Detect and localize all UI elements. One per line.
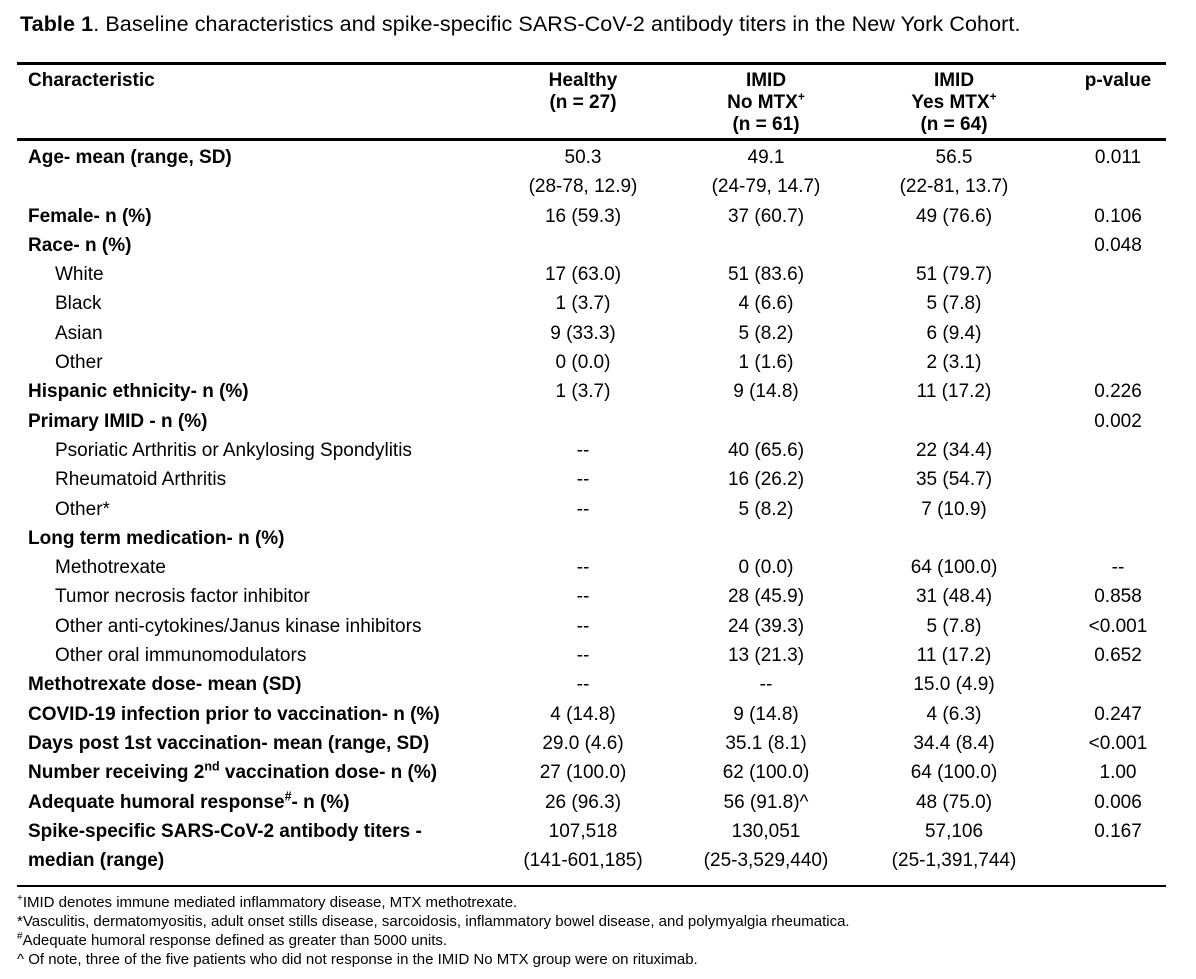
cell-healthy: 1 (3.7) xyxy=(555,381,611,403)
cell-imid-no-mtx: 13 (21.3) xyxy=(727,645,805,667)
cell-p-value: 0.011 xyxy=(1094,147,1142,168)
table-row xyxy=(17,377,1166,406)
cell-imid-yes-mtx: (22-81, 13.7) xyxy=(899,176,1009,198)
cell-imid-yes-mtx: 4 (6.3) xyxy=(926,703,982,725)
table-row xyxy=(17,465,1166,494)
hash-superscript: # xyxy=(17,931,23,942)
table-row xyxy=(17,319,1166,348)
row-label: Rheumatoid Arthritis xyxy=(55,469,227,491)
cell-healthy: 0 (0.0) xyxy=(555,352,611,374)
cell-imid-no-mtx: 49.1 xyxy=(747,147,785,168)
cell-imid-no-mtx: -- xyxy=(759,674,773,696)
cell-imid-no-mtx: 16 (26.2) xyxy=(727,469,805,491)
cell-imid-no-mtx: 5 (8.2) xyxy=(738,322,794,344)
cell-imid-yes-mtx: 5 (7.8) xyxy=(926,615,982,637)
cell-imid-no-mtx xyxy=(694,407,838,436)
cell-imid-yes-mtx: 5 (7.8) xyxy=(926,293,982,315)
row-label: Age- mean (range, SD) xyxy=(28,147,232,168)
row-label: median (range) xyxy=(28,850,165,872)
cell-healthy: 26 (96.3) xyxy=(544,791,622,813)
cell-healthy: 1 (3.7) xyxy=(555,293,611,315)
cell-healthy: -- xyxy=(576,439,590,461)
hash-superscript: # xyxy=(284,789,292,804)
table-row xyxy=(17,348,1166,377)
row-label: Other* xyxy=(55,498,110,520)
cell-healthy: (141-601,185) xyxy=(523,850,643,872)
table-row xyxy=(17,612,1166,641)
cell-imid-yes-mtx: 49 (76.6) xyxy=(915,205,993,227)
table-row xyxy=(17,553,1166,582)
cell-healthy xyxy=(472,407,694,436)
table-title xyxy=(20,12,1021,37)
cell-imid-no-mtx: 5 (8.2) xyxy=(738,498,794,520)
row-label: Methotrexate xyxy=(55,557,166,579)
table-row xyxy=(17,582,1166,611)
cell-p-value: 0.006 xyxy=(1094,791,1142,813)
row-label: Adequate humoral response#- n (%) xyxy=(28,789,350,813)
cell-imid-yes-mtx: 11 (17.2) xyxy=(916,381,992,403)
cell-imid-yes-mtx: 2 (3.1) xyxy=(926,352,982,374)
table-body xyxy=(17,141,1166,875)
table-row xyxy=(17,700,1166,729)
cell-healthy: 4 (14.8) xyxy=(550,703,616,725)
cell-healthy: -- xyxy=(576,586,590,608)
cell-imid-yes-mtx xyxy=(838,231,1070,260)
cell-p-value: 0.247 xyxy=(1094,703,1142,725)
footnote-rituximab: ^ Of note, three of the five patients who did not response in the IMID No MTX group were on rituximab. xyxy=(17,951,698,968)
cell-healthy: 27 (100.0) xyxy=(539,762,627,784)
cell-imid-no-mtx: 9 (14.8) xyxy=(733,703,799,725)
row-label: Methotrexate dose- mean (SD) xyxy=(28,674,302,696)
row-label: Other anti-cytokines/Janus kinase inhibitors xyxy=(55,615,422,637)
cell-imid-yes-mtx: 64 (100.0) xyxy=(910,557,998,579)
row-label: Other oral immunomodulators xyxy=(55,645,307,667)
cell-p-value: 1.00 xyxy=(1099,762,1137,784)
cell-p-value xyxy=(1070,289,1166,318)
footnote-imid-mtx: +IMID denotes immune mediated inflammatory disease, MTX methotrexate. xyxy=(17,893,518,911)
cell-healthy: -- xyxy=(576,557,590,579)
cell-imid-yes-mtx: 64 (100.0) xyxy=(910,762,998,784)
cell-imid-no-mtx: 62 (100.0) xyxy=(722,762,810,784)
table-row xyxy=(17,670,1166,699)
cell-imid-yes-mtx xyxy=(838,524,1070,553)
cell-imid-no-mtx: 51 (83.6) xyxy=(727,264,805,286)
cell-healthy: 9 (33.3) xyxy=(550,322,616,344)
table-header-row xyxy=(17,62,1166,141)
row-label: White xyxy=(55,264,104,286)
cell-imid-no-mtx: 24 (39.3) xyxy=(727,615,805,637)
table-row xyxy=(17,495,1166,524)
cell-imid-yes-mtx: 57,106 xyxy=(924,820,984,842)
cell-imid-no-mtx: 0 (0.0) xyxy=(738,557,794,579)
cell-p-value xyxy=(1070,348,1166,377)
footnote-humoral-response: #Adequate humoral response defined as greater than 5000 units. xyxy=(17,931,448,949)
footnote-other-imid: *Vasculitis, dermatomyositis, adult onset stills disease, sarcoidosis, inflammatory bowel disease, and polymyalgia rheumatica. xyxy=(17,913,850,930)
cell-imid-no-mtx: (25-3,529,440) xyxy=(703,850,829,872)
row-label: Tumor necrosis factor inhibitor xyxy=(55,586,310,608)
table-row xyxy=(17,172,1166,201)
row-label: Other xyxy=(55,352,103,374)
row-label: Female- n (%) xyxy=(28,205,152,227)
row-label: COVID-19 infection prior to vaccination- n (%) xyxy=(28,703,440,725)
cell-healthy xyxy=(472,231,694,260)
row-label xyxy=(17,172,472,201)
cell-healthy: -- xyxy=(576,615,590,637)
column-header-imid-no-mtx: IMID No MTX+ (n = 61) xyxy=(727,70,805,135)
cell-imid-yes-mtx: 35 (54.7) xyxy=(915,469,993,491)
cell-healthy: 107,518 xyxy=(548,820,618,842)
column-header-healthy: Healthy (n = 27) xyxy=(548,70,618,113)
cell-p-value: 0.858 xyxy=(1094,586,1142,608)
cell-healthy: 17 (63.0) xyxy=(544,264,622,286)
row-label: Spike-specific SARS-CoV-2 antibody titers - xyxy=(28,820,422,842)
cell-imid-no-mtx: 130,051 xyxy=(731,820,801,842)
table-row xyxy=(17,641,1166,670)
cell-imid-no-mtx: 4 (6.6) xyxy=(738,293,794,315)
row-label: Race- n (%) xyxy=(28,234,132,256)
cell-p-value: 0.106 xyxy=(1094,205,1142,227)
cell-p-value: 0.226 xyxy=(1094,381,1142,403)
cell-imid-yes-mtx: 48 (75.0) xyxy=(915,791,993,813)
nd-superscript: nd xyxy=(204,759,220,774)
table-row xyxy=(17,788,1166,817)
row-label: Long term medication- n (%) xyxy=(28,527,285,549)
cell-imid-no-mtx: 37 (60.7) xyxy=(727,205,805,227)
cell-healthy: 29.0 (4.6) xyxy=(542,732,624,754)
cell-imid-no-mtx: (24-79, 14.7) xyxy=(711,176,821,198)
table-1 xyxy=(17,62,1166,875)
table-row xyxy=(17,289,1166,318)
cell-imid-yes-mtx: 6 (9.4) xyxy=(926,322,982,344)
plus-superscript: + xyxy=(17,893,23,904)
cell-healthy: -- xyxy=(576,645,590,667)
cell-imid-no-mtx xyxy=(694,524,838,553)
cell-imid-no-mtx: 1 (1.6) xyxy=(738,352,794,374)
table-row xyxy=(17,846,1166,875)
cell-healthy: 50.3 xyxy=(564,147,602,168)
row-label: Primary IMID - n (%) xyxy=(28,410,208,432)
plus-superscript: + xyxy=(989,89,997,104)
cell-imid-yes-mtx: 15.0 (4.9) xyxy=(913,674,995,696)
footnotes xyxy=(17,885,1166,969)
cell-p-value xyxy=(1070,436,1166,465)
cell-imid-yes-mtx: 7 (10.9) xyxy=(921,498,987,520)
cell-imid-no-mtx xyxy=(694,231,838,260)
row-label: Days post 1st vaccination- mean (range, SD) xyxy=(28,732,430,754)
cell-p-value xyxy=(1070,319,1166,348)
cell-imid-yes-mtx: (25-1,391,744) xyxy=(891,850,1017,872)
cell-imid-no-mtx: 56 (91.8)^ xyxy=(723,791,809,813)
cell-imid-yes-mtx: 51 (79.7) xyxy=(915,264,993,286)
cell-imid-yes-mtx: 31 (48.4) xyxy=(915,586,993,608)
cell-imid-no-mtx: 35.1 (8.1) xyxy=(725,732,807,754)
cell-p-value: <0.001 xyxy=(1088,732,1148,754)
cell-p-value: 0.002 xyxy=(1094,410,1142,432)
table-row xyxy=(17,524,1166,553)
table-row xyxy=(17,143,1166,172)
row-label: Psoriatic Arthritis or Ankylosing Spondylitis xyxy=(55,439,412,461)
table-row xyxy=(17,260,1166,289)
cell-p-value xyxy=(1070,260,1166,289)
cell-p-value: 0.048 xyxy=(1094,234,1142,256)
cell-imid-yes-mtx: 22 (34.4) xyxy=(915,439,993,461)
cell-p-value xyxy=(1070,495,1166,524)
table-title-number: Table 1 xyxy=(20,12,94,36)
cell-imid-yes-mtx: 11 (17.2) xyxy=(916,645,992,667)
cell-imid-no-mtx: 28 (45.9) xyxy=(727,586,805,608)
cell-p-value xyxy=(1070,524,1166,553)
cell-healthy xyxy=(472,524,694,553)
cell-imid-yes-mtx xyxy=(838,407,1070,436)
cell-imid-yes-mtx: 56.5 xyxy=(935,147,973,168)
cell-healthy: (28-78, 12.9) xyxy=(528,176,638,198)
cell-p-value: -- xyxy=(1111,557,1125,579)
column-header-characteristic: Characteristic xyxy=(28,70,155,91)
cell-p-value xyxy=(1070,846,1166,875)
cell-healthy: -- xyxy=(576,498,590,520)
table-row xyxy=(17,407,1166,436)
table-row xyxy=(17,436,1166,465)
table-row xyxy=(17,817,1166,846)
table-row xyxy=(17,758,1166,787)
cell-p-value: <0.001 xyxy=(1088,615,1148,637)
row-label: Hispanic ethnicity- n (%) xyxy=(28,381,249,403)
table-title-text: . Baseline characteristics and spike-specific SARS-CoV-2 antibody titers in the New York Cohort. xyxy=(93,12,1021,36)
cell-healthy: -- xyxy=(576,469,590,491)
row-label: Number receiving 2nd vaccination dose- n (%) xyxy=(28,759,438,784)
table-row xyxy=(17,202,1166,231)
cell-imid-yes-mtx: 34.4 (8.4) xyxy=(913,732,995,754)
plus-superscript: + xyxy=(797,89,805,104)
cell-imid-no-mtx: 40 (65.6) xyxy=(727,439,805,461)
cell-imid-no-mtx: 9 (14.8) xyxy=(733,381,799,403)
cell-healthy: 16 (59.3) xyxy=(544,205,622,227)
row-label: Asian xyxy=(55,322,103,344)
column-header-imid-yes-mtx: IMID Yes MTX+ (n = 64) xyxy=(911,70,997,135)
cell-healthy: -- xyxy=(576,674,590,696)
cell-p-value xyxy=(1070,172,1166,201)
row-label: Black xyxy=(55,293,102,315)
table-row xyxy=(17,729,1166,758)
cell-p-value xyxy=(1070,670,1166,699)
cell-p-value xyxy=(1070,465,1166,494)
column-header-p-value: p-value xyxy=(1084,70,1152,91)
cell-p-value: 0.652 xyxy=(1094,645,1142,667)
table-row xyxy=(17,231,1166,260)
cell-p-value: 0.167 xyxy=(1094,820,1142,842)
